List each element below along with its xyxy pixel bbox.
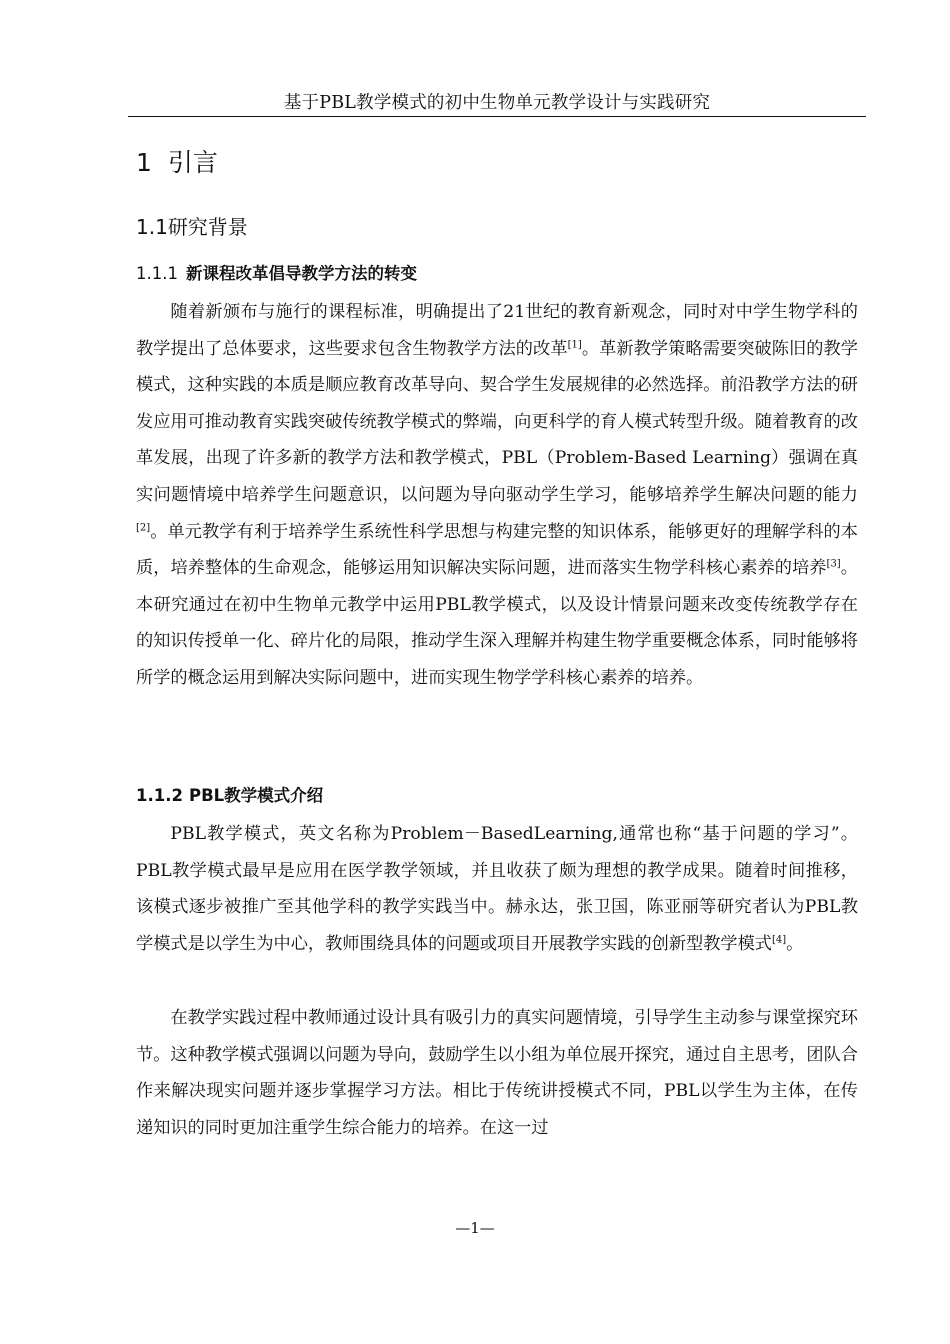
paragraph-1-text-a: 随着新颁布与施行的课程标准，明确提出了21世纪的教育新观念，同时对中学生物学科的教学提出了总体要求，这些要求包含生物教学方法的改革 [136,302,858,359]
paragraph-1 [136,294,858,697]
paragraph-3 [136,1000,858,1146]
paragraph-3-text: 在教学实践过程中教师通过设计具有吸引力的真实问题情境，引导学生主动参与课堂探究环节。这种教学模式强调以问题为导向，鼓励学生以小组为单位展开探究，通过自主思考，团队合作来解决现实问题并逐步掌握学习方法。相比于传统讲授模式不同，PBL以学生为主体，在传递知识的同时更加注重学生综合能力的培养。在这一过 [136,1008,858,1138]
paragraph-2 [136,816,858,962]
chapter-title [136,146,218,180]
subsection-1-number: 1.1.1 [136,264,178,283]
section-title-text: 研究背景 [167,215,248,239]
citation-4: [4] [771,934,787,946]
header-rule [128,116,866,117]
chapter-number: 1 [136,148,152,177]
citation-1: [1] [567,338,582,350]
chapter-title-text: 引言 [167,148,218,177]
paragraph-2-text-a: PBL教学模式，英文名称为Problem－BasedLearning,通常也称“基于问题的学习”。PBL教学模式最早是应用在医学教学领域，并且收获了颇为理想的教学成果。随着时间推移，该模式逐步被推广至其他学科的教学实践当中。赫永达，张卫国，陈亚丽等研究者认为PBL教学模式是以学生为中心，教师围绕具体的问题或项目开展教学实践的创新型教学模式 [136,824,858,954]
section-title [136,212,248,242]
running-header: 基于PBL教学模式的初中生物单元教学设计与实践研究 [283,93,711,113]
citation-3: [3] [826,558,841,570]
citation-2: [2] [136,521,151,533]
subsection-2-title-text: PBL教学模式介绍 [188,786,324,805]
subsection-2-number: 1.1.2 [136,786,183,805]
paragraph-1-text-c: 。单元教学有利于培养学生系统性科学思想与构建完整的知识体系，能够更好的理解学科的本质，培养整体的生命观念，能够运用知识解决实际问题，进而落实生物学科核心素养的培养 [136,521,858,579]
section-number: 1.1 [136,215,168,239]
paragraph-1-text-b: 。革新教学策略需要突破陈旧的教学模式，这种实践的本质是顺应教育改革导向、契合学生发展规律的必然选择。前沿教学方法的研发应用可推动教育实践突破传统教学模式的弊端，向更科学的育人模式转型升级。随着教育的改革发展，出现了许多新的教学方法和教学模式，PBL（Problem-Based Learning）强调在真实问题情境中培养学生问题意识，以问题为导向驱动学生学习，能够培养学生解决问题的能力 [136,338,858,505]
subsection-title-2 [136,784,323,808]
subsection-title-1 [136,262,417,286]
page-number: —1— [455,1219,495,1237]
subsection-1-title-text: 新课程改革倡导教学方法的转变 [185,264,417,283]
paragraph-2-text-b: 。 [786,933,804,954]
paragraph-1-text-d: 。本研究通过在初中生物单元教学中运用PBL教学模式，以及设计情景问题来改变传统教学存在的知识传授单一化、碎片化的局限，推动学生深入理解并构建生物学重要概念体系，同时能够将所学的概念运用到解决实际问题中，进而实现生物学学科核心素养的培养。 [136,558,858,688]
